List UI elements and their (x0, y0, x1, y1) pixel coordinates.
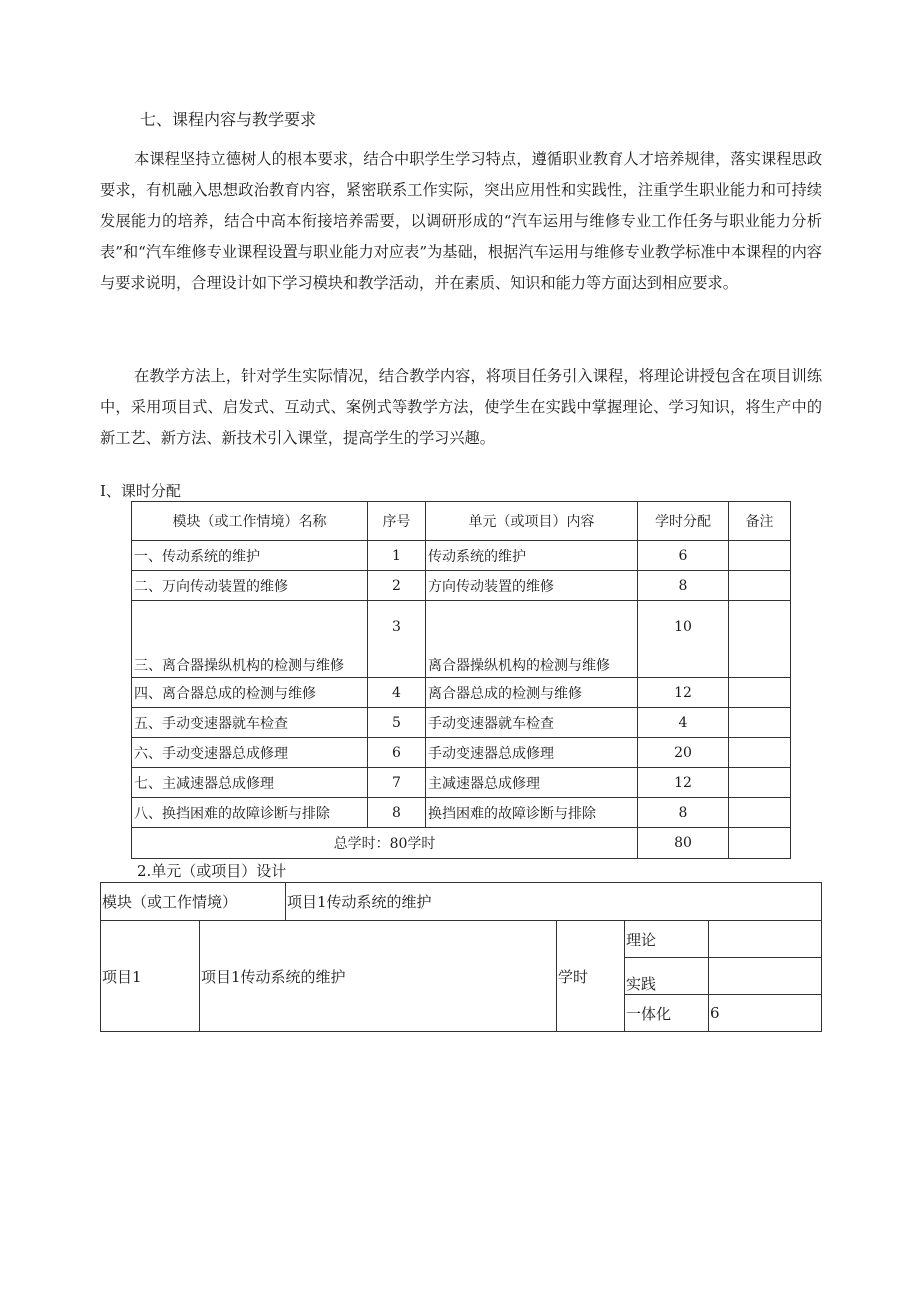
unit-design-table (100, 882, 822, 1032)
cell-remark (729, 738, 791, 768)
cell-remark (729, 601, 791, 678)
cell-num: 1 (368, 541, 426, 571)
cell-hours: 20 (638, 738, 729, 768)
cell-remark (729, 798, 791, 828)
cell-hours: 6 (638, 541, 729, 571)
table-row (132, 541, 791, 571)
cell-module: 二、万向传动装置的维修 (132, 571, 368, 601)
integrated-label: 一体化 (625, 995, 709, 1032)
project-label: 项目1 (101, 921, 200, 1032)
cell-unit: 手动变速器就车检查 (426, 708, 638, 738)
hours-allocation-table (131, 501, 791, 859)
paragraph-1-text: 本课程坚持立德树人的根本要求，结合中职学生学习特点，遵循职业教育人才培养规律，落实课程思政要求，有机融入思想政治教育内容，紧密联系工作实际，突出应用性和实践性，注重学生职业能力和可持续发展能力的培养，结合中高本衔接培养需要，以调研形成的“汽车运用与维修专业工作任务与职业能力分析表”和“汽车维修专业课程设置与职业能力对应表”为基础，根据汽车运用与维修专业教学标准中本课程的内容与要求说明，合理设计如下学习模块和教学活动，并在素质、知识和能力等方面达到相应要求。 (100, 150, 822, 292)
table-row (132, 571, 791, 601)
cell-num: 4 (368, 678, 426, 708)
cell-hours: 8 (638, 571, 729, 601)
cell-module: 六、手动变速器总成修理 (132, 738, 368, 768)
header-remark: 备注 (729, 502, 791, 541)
table-header-row (132, 502, 791, 541)
cell-num: 7 (368, 768, 426, 798)
cell-remark (729, 768, 791, 798)
cell-module: 七、主减速器总成修理 (132, 768, 368, 798)
total-hours-value: 80 (638, 828, 729, 859)
table-row (132, 708, 791, 738)
module-row (101, 883, 822, 921)
module-value: 项目1传动系统的维护 (286, 883, 822, 921)
paragraph-course-requirements (100, 144, 822, 299)
cell-unit: 传动系统的维护 (426, 541, 638, 571)
cell-num: 6 (368, 738, 426, 768)
cell-remark (729, 678, 791, 708)
project-value: 项目1传动系统的维护 (200, 921, 557, 1032)
cell-hours: 4 (638, 708, 729, 738)
header-num: 序号 (368, 502, 426, 541)
paragraph-teaching-methods (100, 361, 822, 454)
cell-num: 3 (368, 601, 426, 678)
cell-unit: 主减速器总成修理 (426, 768, 638, 798)
table-total-row (132, 828, 791, 859)
cell-module: 四、离合器总成的检测与维修 (132, 678, 368, 708)
cell-hours: 8 (638, 798, 729, 828)
cell-unit: 换挡困难的故障诊断与排除 (426, 798, 638, 828)
cell-unit: 离合器总成的检测与维修 (426, 678, 638, 708)
cell-num: 2 (368, 571, 426, 601)
practice-label: 实践 (625, 958, 709, 995)
section-title: 七、课程内容与教学要求 (140, 110, 317, 129)
header-unit: 单元（或项目）内容 (426, 502, 638, 541)
table-row (132, 798, 791, 828)
cell-remark (729, 541, 791, 571)
cell-num: 5 (368, 708, 426, 738)
table-row (132, 738, 791, 768)
practice-value (709, 958, 822, 995)
unit-design-caption: 2.单元（或项目）设计 (137, 862, 287, 880)
table-row (132, 601, 791, 678)
cell-module: 一、传动系统的维护 (132, 541, 368, 571)
theory-value (709, 921, 822, 958)
project-row (101, 921, 822, 958)
table-row (132, 768, 791, 798)
integrated-value: 6 (709, 995, 822, 1032)
cell-unit: 离合器操纵机构的检测与维修 (426, 601, 638, 678)
cell-remark (729, 571, 791, 601)
cell-unit: 方向传动装置的维修 (426, 571, 638, 601)
cell-hours: 10 (638, 601, 729, 678)
total-hours-label: 总学时：80学时 (132, 828, 638, 859)
cell-remark (729, 828, 791, 859)
cell-remark (729, 708, 791, 738)
header-module: 模块（或工作情境）名称 (132, 502, 368, 541)
theory-label: 理论 (625, 921, 709, 958)
hours-table-caption: I、课时分配 (100, 482, 181, 500)
paragraph-2-text: 在教学方法上，针对学生实际情况，结合教学内容，将项目任务引入课程，将理论讲授包含在项目训练中，采用项目式、启发式、互动式、案例式等教学方法，使学生在实践中掌握理论、学习知识，将生产中的新工艺、新方法、新技术引入课堂，提高学生的学习兴趣。 (100, 367, 822, 447)
table-row (132, 678, 791, 708)
hours-label: 学时 (557, 921, 625, 1032)
cell-module: 八、换挡困难的故障诊断与排除 (132, 798, 368, 828)
header-hours: 学时分配 (638, 502, 729, 541)
cell-module: 三、离合器操纵机构的检测与维修 (132, 601, 368, 678)
cell-module: 五、手动变速器就车检查 (132, 708, 368, 738)
module-label: 模块（或工作情境） (101, 883, 286, 921)
cell-hours: 12 (638, 678, 729, 708)
cell-hours: 12 (638, 768, 729, 798)
cell-num: 8 (368, 798, 426, 828)
cell-unit: 手动变速器总成修理 (426, 738, 638, 768)
